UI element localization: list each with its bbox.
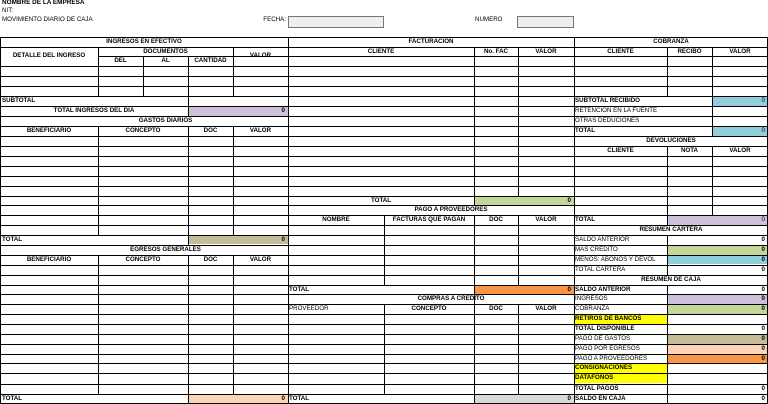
fact-total-label: TOTAL	[370, 197, 392, 204]
grid-line	[288, 275, 575, 276]
grid-line	[0, 186, 289, 187]
grid-line	[288, 186, 575, 187]
grid-line	[288, 156, 575, 157]
caja-value: 0	[761, 305, 765, 312]
total-ingresos-label: TOTAL INGRESOS DEL DIA	[53, 107, 135, 114]
caja-value	[667, 363, 765, 373]
gastos-valor-header: VALOR	[249, 127, 272, 134]
grid-line	[0, 76, 289, 77]
del-header: DEL	[114, 57, 127, 64]
egresos-title: EGRESOS GENERALES	[130, 246, 201, 253]
grid-line	[233, 255, 234, 395]
cobranza-title: COBRANZA	[653, 38, 689, 45]
cartera-label: SALDO ANTERIOR	[575, 236, 630, 243]
caja-title: RESUMEN DE CAJA	[641, 276, 701, 283]
gastos-beneficiario-header: BENEFICIARIO	[26, 127, 72, 134]
nit-label: NIT:	[2, 7, 13, 14]
grid-line	[574, 196, 768, 197]
cob-total-value: 0	[761, 127, 765, 134]
pago-title: PAGO A PROVEEDORES	[414, 206, 488, 213]
cob-subtotal-label: SUBTOTAL RECIBIDO	[575, 97, 640, 104]
grid-line	[188, 255, 189, 404]
grid-line	[288, 146, 575, 147]
compras-concepto-header: CONCEPTO	[411, 305, 447, 312]
gastos-doc-header: DOC	[203, 127, 218, 134]
grid-line	[188, 126, 189, 246]
grid-line	[712, 146, 713, 216]
caja-value: 0	[761, 325, 765, 332]
gastos-concepto-header: CONCEPTO	[125, 127, 161, 134]
dev-valor-header: VALOR	[729, 147, 751, 154]
grid-line	[0, 384, 289, 385]
grid-line	[98, 255, 99, 395]
grid-line	[0, 225, 289, 226]
cartera-value: 0	[761, 256, 765, 263]
grid-line	[518, 47, 519, 197]
dev-nota-header: NOTA	[680, 147, 699, 154]
egresos-beneficiario-header: BENEFICIARIO	[26, 256, 72, 263]
compras-valor-header: VALOR	[535, 305, 557, 312]
compras-doc-header: DOC	[489, 305, 503, 312]
grid-line	[288, 314, 575, 315]
grid-line	[474, 47, 475, 206]
numero-input[interactable]	[517, 16, 574, 28]
grid-line	[0, 156, 289, 157]
egresos-valor-header: VALOR	[249, 256, 272, 263]
compras-title: COMPRAS A CREDITO	[417, 295, 485, 302]
cartera-value: 0	[761, 236, 765, 243]
grid-line	[288, 344, 575, 345]
grid-line	[288, 354, 575, 355]
grid-line	[0, 285, 289, 286]
fecha-label: FECHA:	[263, 16, 286, 23]
grid-line	[712, 47, 713, 137]
grid-line	[0, 136, 289, 137]
grid-line	[288, 265, 575, 266]
grid-line	[288, 136, 575, 137]
grid-line	[518, 304, 519, 395]
ingresos-title: INGRESOS EN EFECTIVO	[106, 38, 182, 45]
grid-line	[288, 363, 575, 364]
al-header: AL	[161, 57, 170, 64]
cob-otras-label: OTRAS DEDUCIONES	[575, 117, 640, 124]
egresos-concepto-header: CONCEPTO	[125, 256, 161, 263]
grid-line	[0, 373, 289, 374]
grid-line	[288, 384, 575, 385]
grid-line	[0, 294, 289, 295]
grid-line	[0, 215, 289, 216]
total-ingresos-value: 0	[281, 107, 285, 114]
grid-line	[0, 304, 289, 305]
caja-label: TOTAL PAGOS	[575, 385, 619, 392]
documentos-header: DOCUMENTOS	[143, 48, 188, 55]
grid-line	[288, 225, 575, 226]
dev-total-label: TOTAL	[575, 216, 596, 223]
grid-line	[0, 146, 289, 147]
grid-line	[0, 324, 289, 325]
grid-line	[0, 86, 289, 87]
grid-line	[98, 126, 99, 236]
fact-nofac-header: No. FAC	[483, 48, 509, 55]
egresos-total-label: TOTAL	[2, 395, 23, 402]
cob-cliente-header: CLIENTE	[607, 48, 634, 55]
caja-value: 0	[761, 345, 765, 352]
egresos-doc-header: DOC	[203, 256, 218, 263]
pago-facturas-header: FACTURAS QUE PAGAN	[392, 216, 466, 223]
grid-line	[0, 265, 289, 266]
compras-total-label: TOTAL	[289, 395, 310, 402]
caja-value	[667, 373, 765, 383]
caja-value	[667, 314, 765, 324]
fecha-input[interactable]	[288, 16, 384, 28]
grid-line	[0, 66, 289, 67]
fact-total-value: 0	[567, 197, 571, 204]
caja-label: DATAFONOS	[575, 374, 614, 381]
caja-label: PAGO A PROVEEDORES	[575, 355, 648, 362]
grid-line	[288, 324, 575, 325]
grid-line	[288, 106, 575, 107]
grid-line	[0, 205, 289, 206]
cob-retencion-label: RETENCION EN LA FUENTE	[575, 107, 658, 114]
grid-line	[288, 245, 575, 246]
grid-line	[288, 116, 575, 117]
grid-line	[288, 166, 575, 167]
compras-proveedor-header: PROVEEDOR	[289, 305, 329, 312]
grid-line	[574, 186, 768, 187]
grid-line	[0, 196, 289, 197]
grid-line	[384, 304, 385, 395]
caja-label: SALDO ANTERIOR	[575, 286, 631, 293]
grid-line	[0, 363, 289, 364]
grid-line	[288, 255, 575, 256]
ingresos-valor-header: VALOR	[249, 52, 272, 59]
cartera-value: 0	[761, 266, 765, 273]
grid-line	[518, 215, 519, 286]
grid-line	[0, 37, 1, 404]
caja-label: INGRESOS	[575, 295, 608, 302]
grid-line	[288, 76, 575, 77]
grid-line	[288, 373, 575, 374]
grid-line	[574, 166, 768, 167]
grid-line	[0, 334, 289, 335]
caja-value: 0	[761, 295, 765, 302]
grid-line	[574, 205, 768, 206]
caja-label: TOTAL DISPONIBLE	[575, 325, 635, 332]
grid-line	[574, 76, 768, 77]
caja-label: RETIROS DE BANCOS	[575, 315, 642, 322]
grid-line	[0, 275, 289, 276]
grid-line	[667, 146, 668, 226]
cob-recibo-header: RECIBO	[677, 48, 702, 55]
caja-value: 0	[761, 355, 765, 362]
grid-line	[0, 96, 289, 97]
facturacion-title: FACTURACION	[408, 38, 454, 45]
pago-doc-header: DOC	[489, 216, 503, 223]
grid-line	[0, 314, 289, 315]
grid-line	[233, 126, 234, 236]
pago-valor-header: VALOR	[535, 216, 557, 223]
grid-line	[288, 176, 575, 177]
caja-value: 0	[761, 286, 765, 293]
dev-total-value: 0	[761, 216, 765, 223]
gastos-total-label: TOTAL	[2, 236, 23, 243]
grid-line	[574, 66, 768, 67]
cartera-title: RESUMEN CARTERA	[639, 226, 703, 233]
caja-value: 0	[761, 385, 765, 392]
compras-total-value: 0	[567, 395, 571, 402]
cartera-label: TOTAL CARTERA	[575, 266, 626, 273]
detalle-header: DETALLE DEL INGRESO	[12, 52, 86, 59]
grid-line	[574, 86, 768, 87]
caja-label: PAGO DE GASTOS	[575, 335, 631, 342]
grid-line	[0, 354, 289, 355]
grid-line	[0, 176, 289, 177]
caja-label: PAGO POR EGRESOS	[575, 345, 640, 352]
pago-total-value: 0	[567, 286, 571, 293]
egresos-total-value: 0	[281, 395, 285, 402]
grid-line	[0, 166, 289, 167]
report-title: MOVIMIENTO DIARIO DE CAJA	[2, 16, 93, 23]
caja-value: 0	[761, 395, 765, 402]
gastos-title: GASTOS DIARIOS	[138, 117, 193, 124]
grid-line	[288, 235, 575, 236]
caja-value: 0	[761, 335, 765, 342]
ingresos-subtotal-label: SUBTOTAL	[2, 97, 36, 104]
grid-line	[384, 215, 385, 286]
grid-line	[288, 126, 575, 127]
cartera-label: MAS CREDITO	[575, 246, 618, 253]
cantidad-header: CANTIDAD	[194, 57, 227, 64]
grid-line	[288, 334, 575, 335]
devoluciones-title: DEVOLUCIONES	[646, 137, 696, 144]
caja-label: SALDO EN CAJA	[575, 395, 626, 402]
dev-cliente-header: CLIENTE	[607, 147, 634, 154]
cob-total-label: TOTAL	[575, 127, 596, 134]
fact-cliente-header: CLIENTE	[367, 48, 395, 55]
fact-valor-header: VALOR	[535, 48, 557, 55]
pago-total-label: TOTAL	[289, 286, 310, 293]
grid-line	[574, 156, 768, 157]
gastos-total-value: 0	[281, 236, 285, 243]
cob-subtotal-value: 0	[761, 97, 765, 104]
caja-label: CONSIGNACIONES	[575, 364, 633, 371]
grid-line	[288, 96, 575, 97]
grid-line	[0, 344, 289, 345]
cartera-value: 0	[761, 246, 765, 253]
grid-line	[288, 86, 575, 87]
cartera-label: MENOS: ABONOS Y DEVOL	[575, 256, 656, 263]
grid-line	[288, 66, 575, 67]
numero-label: NUMERO	[475, 16, 503, 23]
cob-valor-header: VALOR	[729, 48, 751, 55]
pago-nombre-header: NOMBRE	[322, 216, 350, 223]
company-name: NOMBRE DE LA EMPRESA	[2, 0, 85, 6]
caja-label: COBRANZA	[575, 305, 610, 312]
grid-line	[574, 176, 768, 177]
